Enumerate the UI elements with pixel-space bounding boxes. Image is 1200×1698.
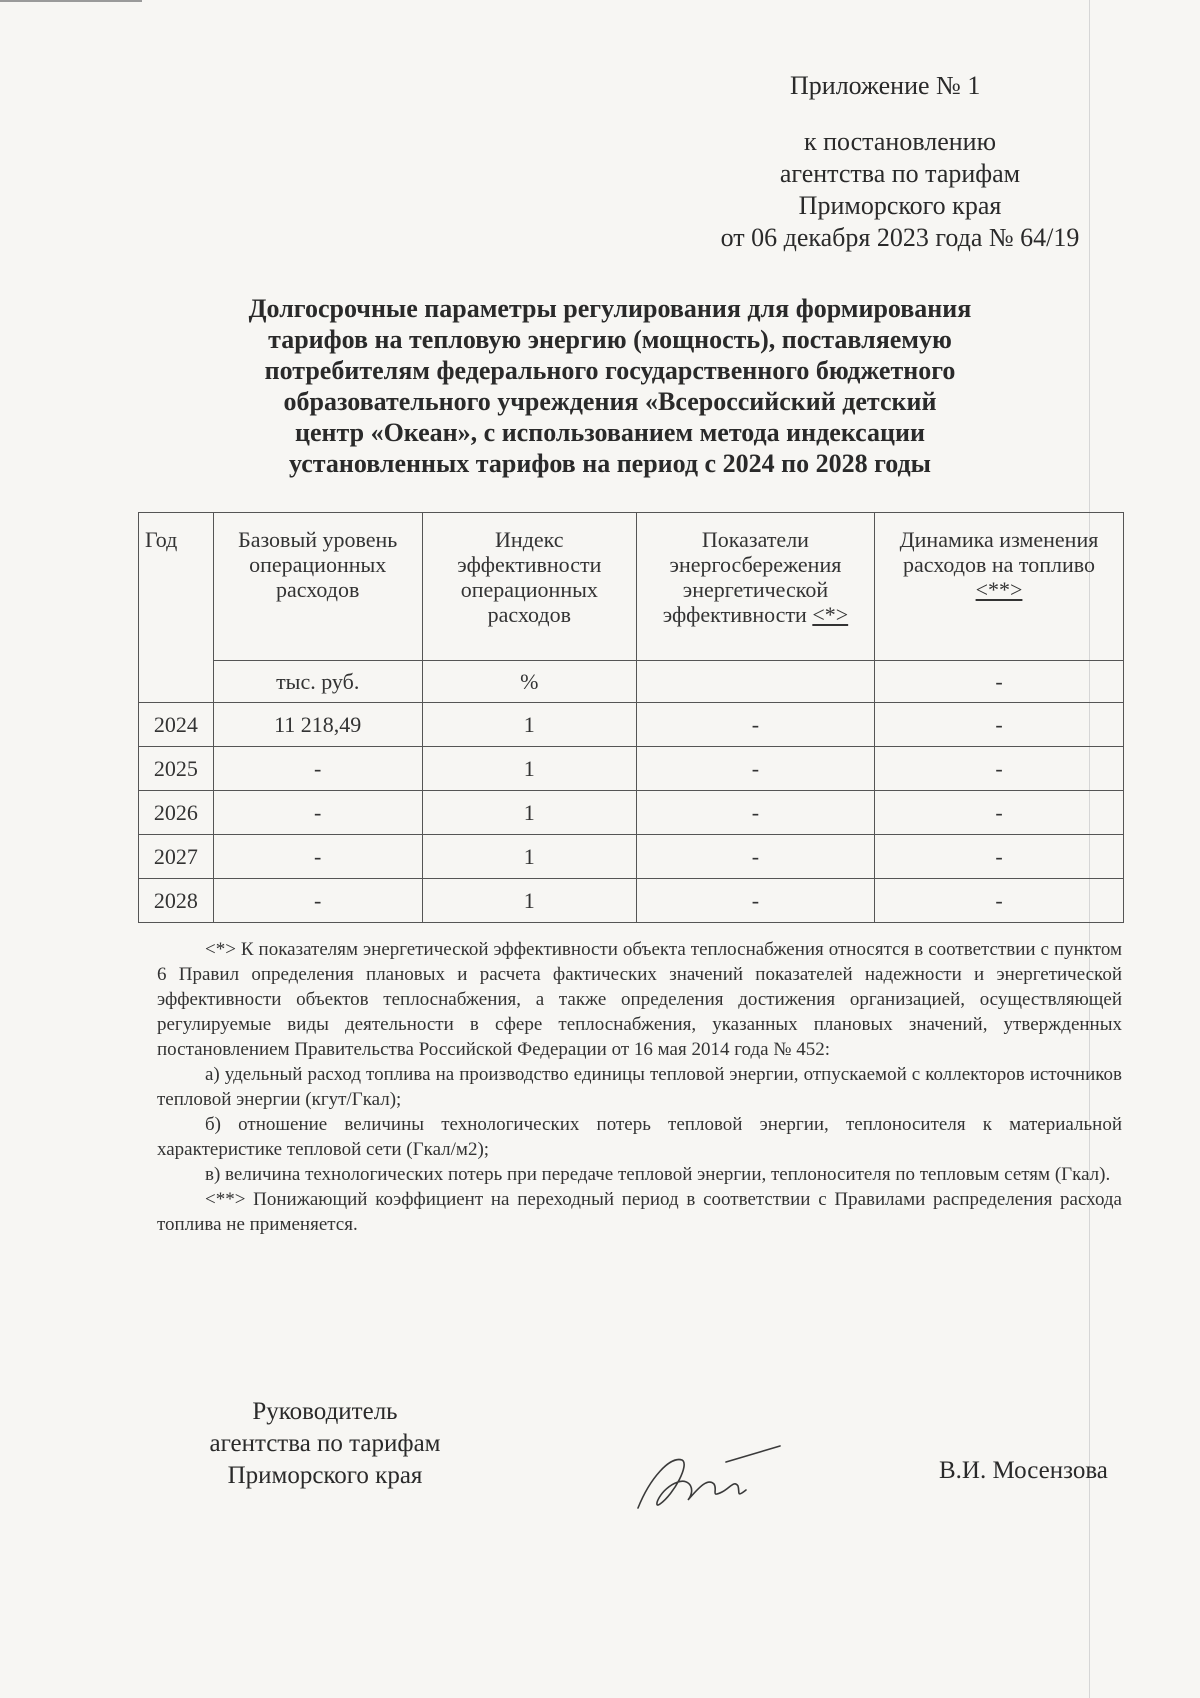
- title-line: центр «Океан», с использованием метода индексации: [295, 418, 925, 447]
- signatory-name: В.И. Мосензова: [939, 1457, 1108, 1484]
- footnote-paragraph: в) величина технологических потерь при передаче тепловой энергии, теплоносителя по тепловым сетям (Гкал).: [205, 1164, 1111, 1185]
- title-line: Долгосрочные параметры регулирования для формирования: [248, 294, 972, 323]
- cell-efficiency-index: 1: [422, 791, 636, 835]
- title-line: потребителям федерального государственного бюджетного: [264, 356, 956, 385]
- footnote-paragraph: а) удельный расход топлива на производство единицы тепловой энергии, отпускаемой с коллекторов источников тепловой энергии (кгут/Гкал);: [157, 1064, 1122, 1110]
- cell-efficiency-index: 1: [422, 879, 636, 923]
- footnote-paragraph: <*> К показателям энергетической эффективности объекта теплоснабжения относятся в соответствии с пунктом 6 Правил определения плановых и расчета фактических значений показателей надежности и энергетической эффективности объектов теплоснабжения, а также определения достижения организацией, осуществляющей регулируемые виды деятельности в сфере теплоснабжения, указанных плановых значений, утвержденных постановлением Правительства Российской Федерации от 16 мая 2014 года № 452:: [157, 939, 1122, 1060]
- cell-base-level: -: [213, 879, 422, 923]
- parameters-table: [138, 512, 1124, 923]
- header-fuel-dynamics: [875, 513, 1124, 661]
- decree-line: к постановлению: [803, 127, 997, 156]
- decree-line: от 06 декабря 2023 года № 64/19: [720, 223, 1080, 252]
- unit-fuel-dynamics: -: [875, 661, 1124, 703]
- document-title: [200, 293, 1020, 479]
- header-fuel-dynamics-label: Динамика изменения расходов на топливо: [899, 527, 1099, 577]
- position-line: Руководитель: [252, 1398, 398, 1425]
- cell-energy-saving: -: [636, 835, 874, 879]
- position-line: агентства по тарифам: [209, 1430, 441, 1457]
- cell-fuel-dynamics: -: [875, 747, 1124, 791]
- scan-edge-line: [0, 0, 142, 2]
- header-efficiency-index: Индекс эффективности операционных расходов: [422, 513, 636, 661]
- cell-efficiency-index: 1: [422, 747, 636, 791]
- cell-year: 2028: [139, 879, 214, 923]
- cell-year: 2024: [139, 703, 214, 747]
- footnotes: [157, 937, 1122, 1237]
- table-row: [139, 747, 1124, 791]
- cell-energy-saving: -: [636, 747, 874, 791]
- decree-line: агентства по тарифам: [779, 159, 1021, 188]
- table-row: [139, 835, 1124, 879]
- decree-reference: [690, 126, 1110, 254]
- cell-energy-saving: -: [636, 703, 874, 747]
- unit-efficiency-index: %: [422, 661, 636, 703]
- position-line: Приморского края: [227, 1462, 423, 1489]
- title-line: тарифов на тепловую энергию (мощность), поставляемую: [268, 325, 952, 354]
- decree-line: Приморского края: [798, 191, 1002, 220]
- cell-efficiency-index: 1: [422, 835, 636, 879]
- footnote-paragraph: <**> Понижающий коэффициент на переходный период в соответствии с Правилами распределения расхода топлива не применяется.: [157, 1189, 1122, 1235]
- cell-base-level: -: [213, 791, 422, 835]
- cell-year: 2026: [139, 791, 214, 835]
- table-row: [139, 879, 1124, 923]
- table-units-row: [139, 661, 1124, 703]
- title-line: образовательного учреждения «Всероссийский детский: [283, 387, 937, 416]
- cell-year: 2027: [139, 835, 214, 879]
- header-energy-saving-label: Показатели энергосбережения энергетической эффективности: [662, 527, 842, 627]
- cell-fuel-dynamics: -: [875, 791, 1124, 835]
- title-line: установленных тарифов на период с 2024 по 2028 годы: [289, 449, 931, 478]
- cell-base-level: 11 218,49: [213, 703, 422, 747]
- handwritten-signature: [630, 1438, 790, 1518]
- table-row: [139, 703, 1124, 747]
- cell-energy-saving: -: [636, 791, 874, 835]
- cell-energy-saving: -: [636, 879, 874, 923]
- table-row: [139, 791, 1124, 835]
- appendix-label: Приложение № 1: [790, 71, 981, 100]
- header-year: Год: [139, 513, 214, 703]
- cell-fuel-dynamics: -: [875, 703, 1124, 747]
- footnote-ref-star: <*>: [812, 602, 849, 627]
- cell-efficiency-index: 1: [422, 703, 636, 747]
- footnote-ref-double-star: <**>: [975, 577, 1023, 602]
- header-energy-saving: [636, 513, 874, 661]
- footnote-paragraph: б) отношение величины технологических потерь тепловой энергии, теплоносителя к материальной характеристике тепловой сети (Гкал/м2);: [157, 1114, 1122, 1160]
- cell-base-level: -: [213, 747, 422, 791]
- signatory-position: [175, 1396, 475, 1492]
- unit-energy-saving: [636, 661, 874, 703]
- unit-base-level: тыс. руб.: [213, 661, 422, 703]
- cell-year: 2025: [139, 747, 214, 791]
- cell-fuel-dynamics: -: [875, 835, 1124, 879]
- table-header-row: [139, 513, 1124, 661]
- cell-fuel-dynamics: -: [875, 879, 1124, 923]
- header-base-level: Базовый уровень операционных расходов: [213, 513, 422, 661]
- cell-base-level: -: [213, 835, 422, 879]
